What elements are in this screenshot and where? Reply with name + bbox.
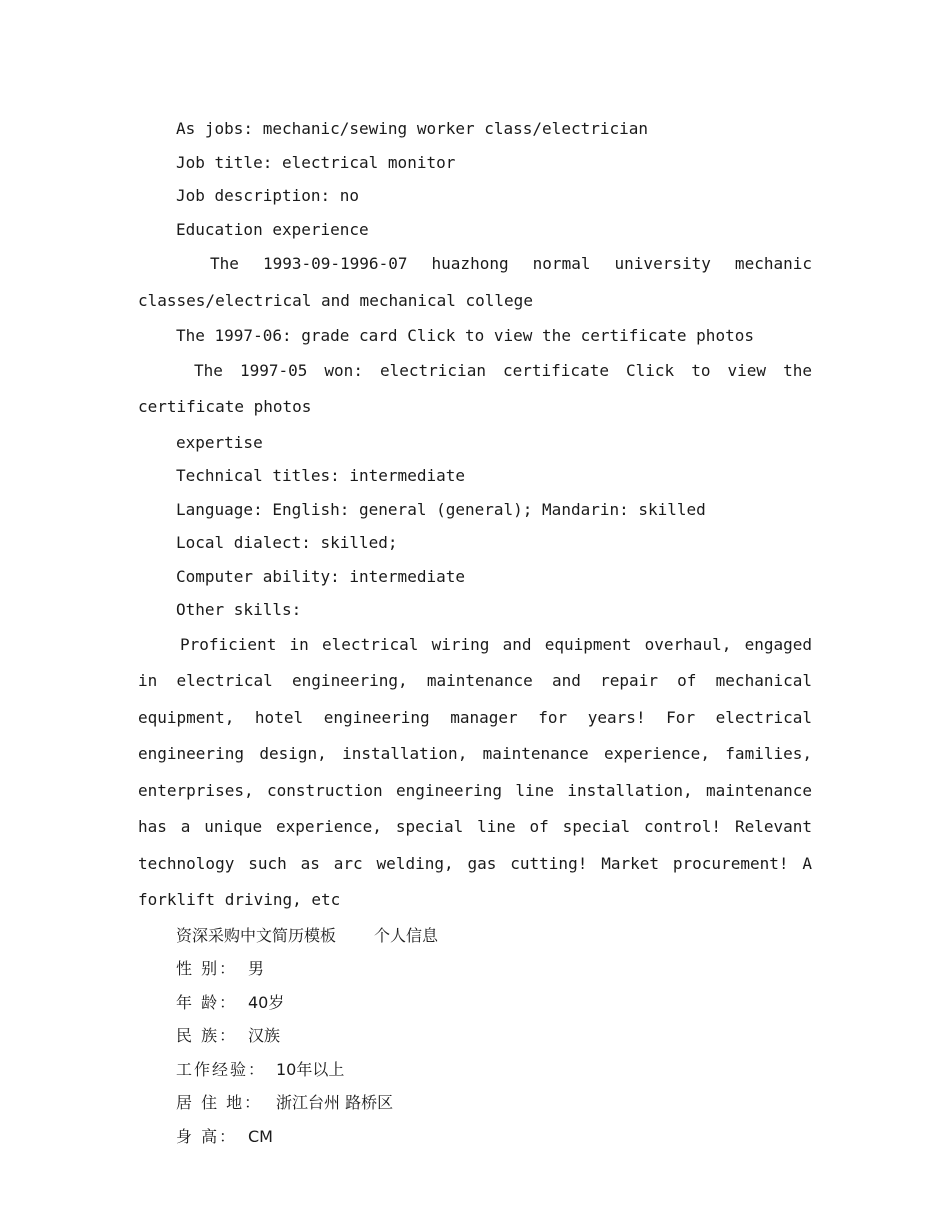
cn-field-value: 浙江台州 路桥区 <box>276 1093 394 1112</box>
computer-ability-line: Computer ability: intermediate <box>176 566 465 586</box>
job-description-line: Job description: no <box>176 186 360 205</box>
document-page <box>138 112 822 1153</box>
job-title-line: Job title: electrical monitor <box>176 152 456 172</box>
cn-field-value: 10年以上 <box>276 1059 345 1079</box>
cn-personal-info-heading: 个人信息 <box>374 925 439 945</box>
cn-field-gender <box>138 952 812 986</box>
expertise-heading: expertise <box>176 432 263 452</box>
certificate-line-2: The 1997-05 won: electrician certificate Click to view the certificate photos <box>138 360 822 416</box>
cn-field-age <box>138 986 812 1020</box>
cn-field-height <box>138 1120 812 1154</box>
other-skills-heading: Other skills: <box>176 600 302 619</box>
cn-field-label: 民 族： <box>176 1026 238 1045</box>
cn-field-value: 汉族 <box>248 1026 281 1045</box>
cn-field-work-experience <box>138 1053 812 1087</box>
cn-field-label: 工作经验： <box>176 1059 267 1079</box>
cn-field-label: 身 高： <box>176 1126 238 1146</box>
jobs-line: As jobs: mechanic/sewing worker class/electrician <box>176 119 649 138</box>
education-entry: The 1993-09-1996-07 huazhong normal university mechanic classes/electrical and mechanical college <box>138 254 822 310</box>
cn-field-label: 年 龄： <box>176 992 238 1012</box>
technical-titles-line: Technical titles: intermediate <box>176 466 465 485</box>
cn-field-value: CM <box>248 1126 273 1146</box>
cn-field-value: 40岁 <box>248 992 285 1012</box>
skills-paragraph: Proficient in electrical wiring and equipment overhaul, engaged in electrical engineering, maintenance and repair of mechanical equipment, hotel engineering manager for years! For electrical engineering design, installation, maintenance experience, families, enterprises, construction engineering line installation, maintenance has a unique experience, special line of special control! Relevant technology such as arc welding, gas cutting! Market procurement! A forklift driving, etc <box>138 634 822 909</box>
cn-field-ethnicity <box>138 1019 812 1053</box>
education-heading: Education experience <box>176 219 369 239</box>
cn-field-label: 居 住 地： <box>176 1093 263 1112</box>
cn-field-residence <box>138 1086 812 1120</box>
local-dialect-line: Local dialect: skilled; <box>176 533 398 552</box>
cn-field-value: 男 <box>248 959 265 978</box>
language-line: Language: English: general (general); Mandarin: skilled <box>176 499 706 519</box>
cn-resume-title: 资深采购中文简历模板 <box>176 925 337 945</box>
cn-section-title <box>138 919 812 953</box>
certificate-line-1: The 1997-06: grade card Click to view the certificate photos <box>176 326 754 345</box>
cn-field-label: 性 别： <box>176 959 238 978</box>
